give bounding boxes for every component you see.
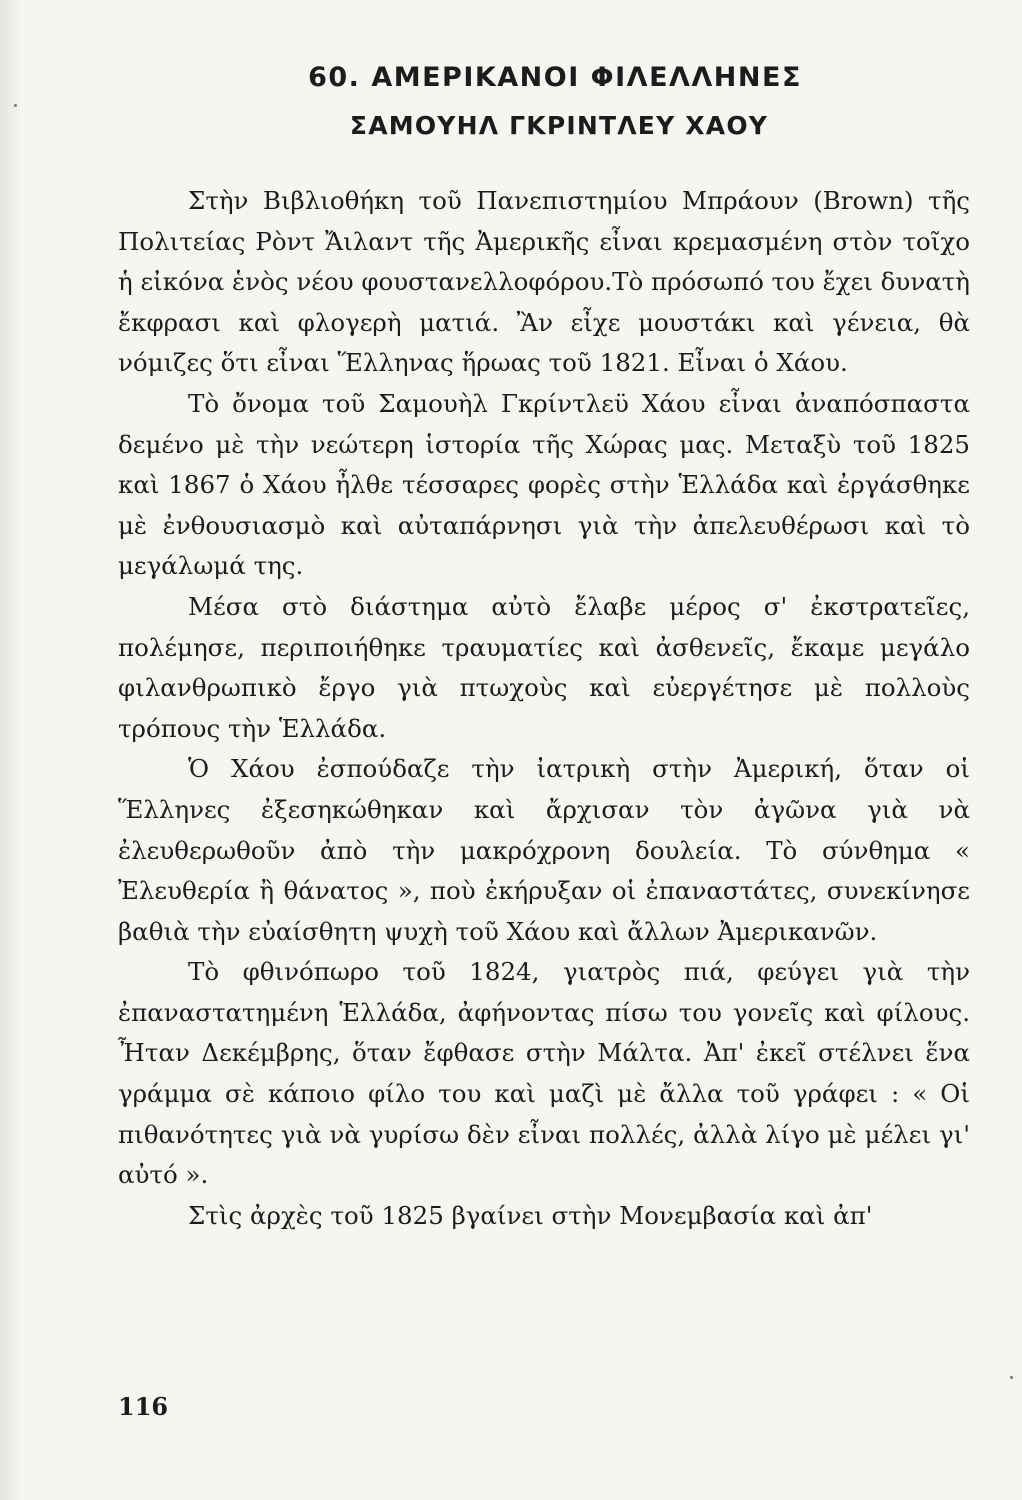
paper-speck: [14, 104, 17, 107]
paragraph-5: Τὸ φθινόπωρο τοῦ 1824, γιατρὸς πιά, φεύγει γιὰ τὴν ἐπαναστατημένη Ἑλλάδα, ἀφήνοντας πίσω του γονεῖς καὶ φίλους. Ἦταν Δεκέμβρης, ὅταν ἔφθασε στὴν Μάλτα. Ἀπ' ἐκεῖ στέλνει ἕνα γράμμα σὲ κάποιο φίλο του καὶ μαζὶ μὲ ἄλλα τοῦ γράφει : « Οἱ πιθανότητες γιὰ νὰ γυρίσω δὲν εἶναι πολλές, ἀλλὰ λίγο μὲ μέλει γι' αὐτό ».: [118, 957, 970, 1190]
paragraph-6: Στὶς ἀρχὲς τοῦ 1825 βγαίνει στὴν Μονεμβασία καὶ ἀπ': [188, 1200, 873, 1230]
page-number: 116: [118, 1392, 169, 1421]
body-text: [118, 181, 970, 1236]
paper-speck: [1010, 1376, 1013, 1379]
chapter-subject-name: ΣΑΜΟΥΗΛ ΓΚΡΙΝΤΛΕΥ ΧΑΟΥ: [349, 111, 769, 140]
paragraph-2: Τὸ ὄνομα τοῦ Σαμουὴλ Γκρίντλεϋ Χάου εἶναι ἀναπόσπαστα δεμένο μὲ τὴν νεώτερη ἱστορία τῆς Χώρας μας. Μεταξὺ τοῦ 1825 καὶ 1867 ὁ Χάου ἦλθε τέσσαρες φορὲς στὴν Ἑλλάδα καὶ ἐργάσθηκε μὲ ἐνθουσιασμὸ καὶ αὐταπάρνησι γιὰ τὴν ἀπελευθέρωσι καὶ τὸ μεγάλωμά της.: [118, 388, 970, 581]
page-gutter-shadow: [0, 0, 22, 1500]
paragraph-1: Στὴν Βιβλιοθήκη τοῦ Πανεπιστημίου Μπράουν (Brown) τῆς Πολιτείας Ρὸντ Ἄιλαντ τῆς Ἀμερικῆς εἶναι κρεμασμένη στὸν τοῖχο ἡ εἰκόνα ἑνὸς νέου φουστανελλοφόρου.Τὸ πρόσωπό του ἔχει δυνατὴ ἔκφρασι καὶ φλογερὴ ματιά. Ἂν εἶχε μουστάκι καὶ γένεια, θὰ νόμιζες ὅτι εἶναι Ἕλληνας ἥρωας τοῦ 1821. Εἶναι ὁ Χάου.: [118, 186, 970, 378]
page-text-block: [118, 58, 970, 1236]
paragraph-3: Μέσα στὸ διάστημα αὐτὸ ἔλαβε μέρος σ' ἐκστρατεῖες, πολέμησε, περιποιήθηκε τραυματίες καὶ ἀσθενεῖς, ἔκαμε μεγάλο φιλανθρωπικὸ ἔργο γιὰ πτωχοὺς καὶ εὐεργέτησε μὲ πολλοὺς τρόπους τὴν Ἑλλάδα.: [118, 591, 970, 743]
chapter-title: 60. ΑΜΕΡΙΚΑΝΟΙ ΦΙΛΕΛΛΗΝΕΣ: [308, 62, 802, 93]
paragraph-4: Ὁ Χάου ἐσπούδαζε τὴν ἰατρικὴ στὴν Ἀμερική, ὅταν οἱ Ἕλληνες ἐξεσηκώθηκαν καὶ ἄρχισαν τὸν ἀγῶνα γιὰ νὰ ἐλευθερωθοῦν ἀπὸ τὴν μακρόχρονη δουλεία. Τὸ σύνθημα « Ἐλευθερία ἢ θάνατος », ποὺ ἐκήρυξαν οἱ ἐπαναστάτες, συνεκίνησε βαθιὰ τὴν εὐαίσθητη ψυχὴ τοῦ Χάου καὶ ἄλλων Ἀμερικανῶν.: [118, 754, 970, 946]
